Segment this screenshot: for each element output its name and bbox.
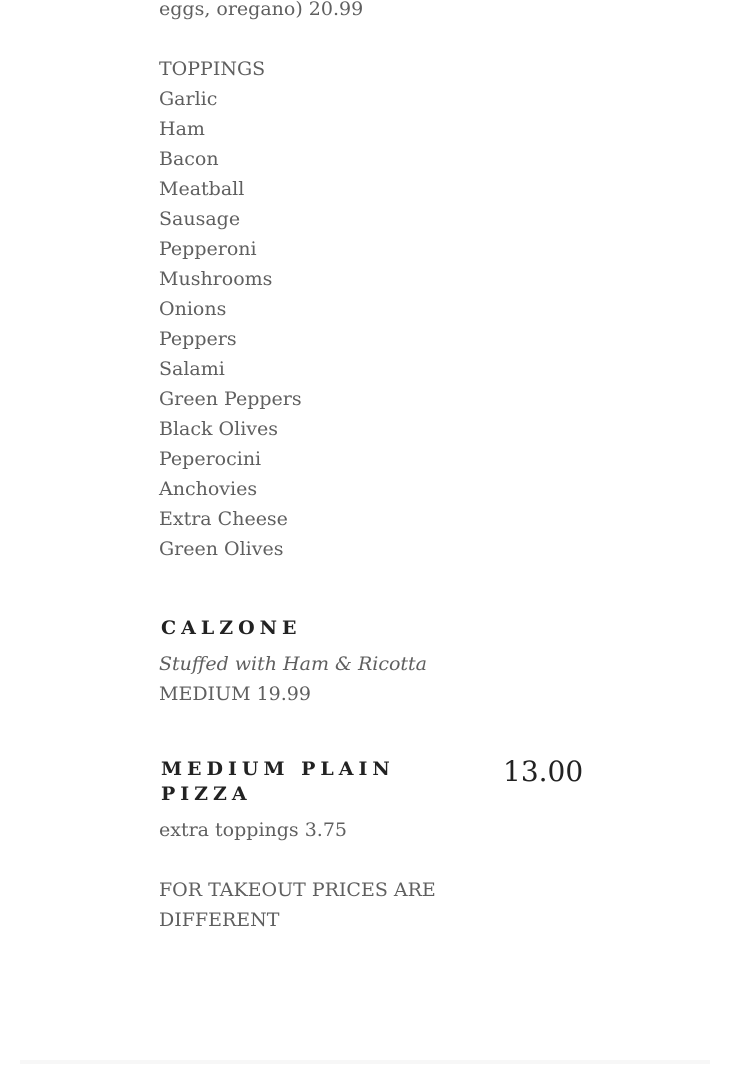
- topping-item: Ham: [159, 118, 205, 140]
- topping-item: Peperocini: [159, 448, 262, 470]
- topping-item: Salami: [159, 358, 225, 380]
- takeout-note-line-2: DIFFERENT: [159, 909, 280, 931]
- previous-item-tail: eggs, oregano) 20.99: [159, 0, 364, 20]
- plain-pizza-price: 13.00: [503, 755, 584, 788]
- topping-item: Green Peppers: [159, 388, 302, 410]
- topping-item: Extra Cheese: [159, 508, 288, 530]
- spacer: [159, 845, 579, 875]
- toppings-heading: TOPPINGS: [159, 58, 266, 80]
- topping-item: Mushrooms: [159, 268, 273, 290]
- topping-item: Peppers: [159, 328, 237, 350]
- calzone-section: [159, 616, 579, 709]
- topping-item: Bacon: [159, 148, 219, 170]
- footer-divider: [20, 1060, 710, 1064]
- menu-content: [159, 0, 584, 935]
- spacer: [159, 24, 579, 54]
- topping-item: Onions: [159, 298, 227, 320]
- topping-item: Black Olives: [159, 418, 279, 440]
- topping-item: Sausage: [159, 208, 241, 230]
- plain-pizza-section: [159, 755, 584, 935]
- topping-item: Anchovies: [159, 478, 258, 500]
- toppings-list: [159, 84, 579, 564]
- topping-item: Garlic: [159, 88, 218, 110]
- calzone-title: CALZONE: [161, 617, 302, 639]
- topping-item: Green Olives: [159, 538, 284, 560]
- topping-item: Meatball: [159, 178, 245, 200]
- calzone-size-price: MEDIUM 19.99: [159, 683, 311, 705]
- calzone-description: Stuffed with Ham & Ricotta: [159, 653, 428, 675]
- plain-pizza-extra-toppings: extra toppings 3.75: [159, 819, 348, 841]
- topping-item: Pepperoni: [159, 238, 257, 260]
- takeout-note-line-1: FOR TAKEOUT PRICES ARE: [159, 879, 436, 901]
- plain-pizza-title: MEDIUM PLAIN PIZZA: [161, 758, 395, 805]
